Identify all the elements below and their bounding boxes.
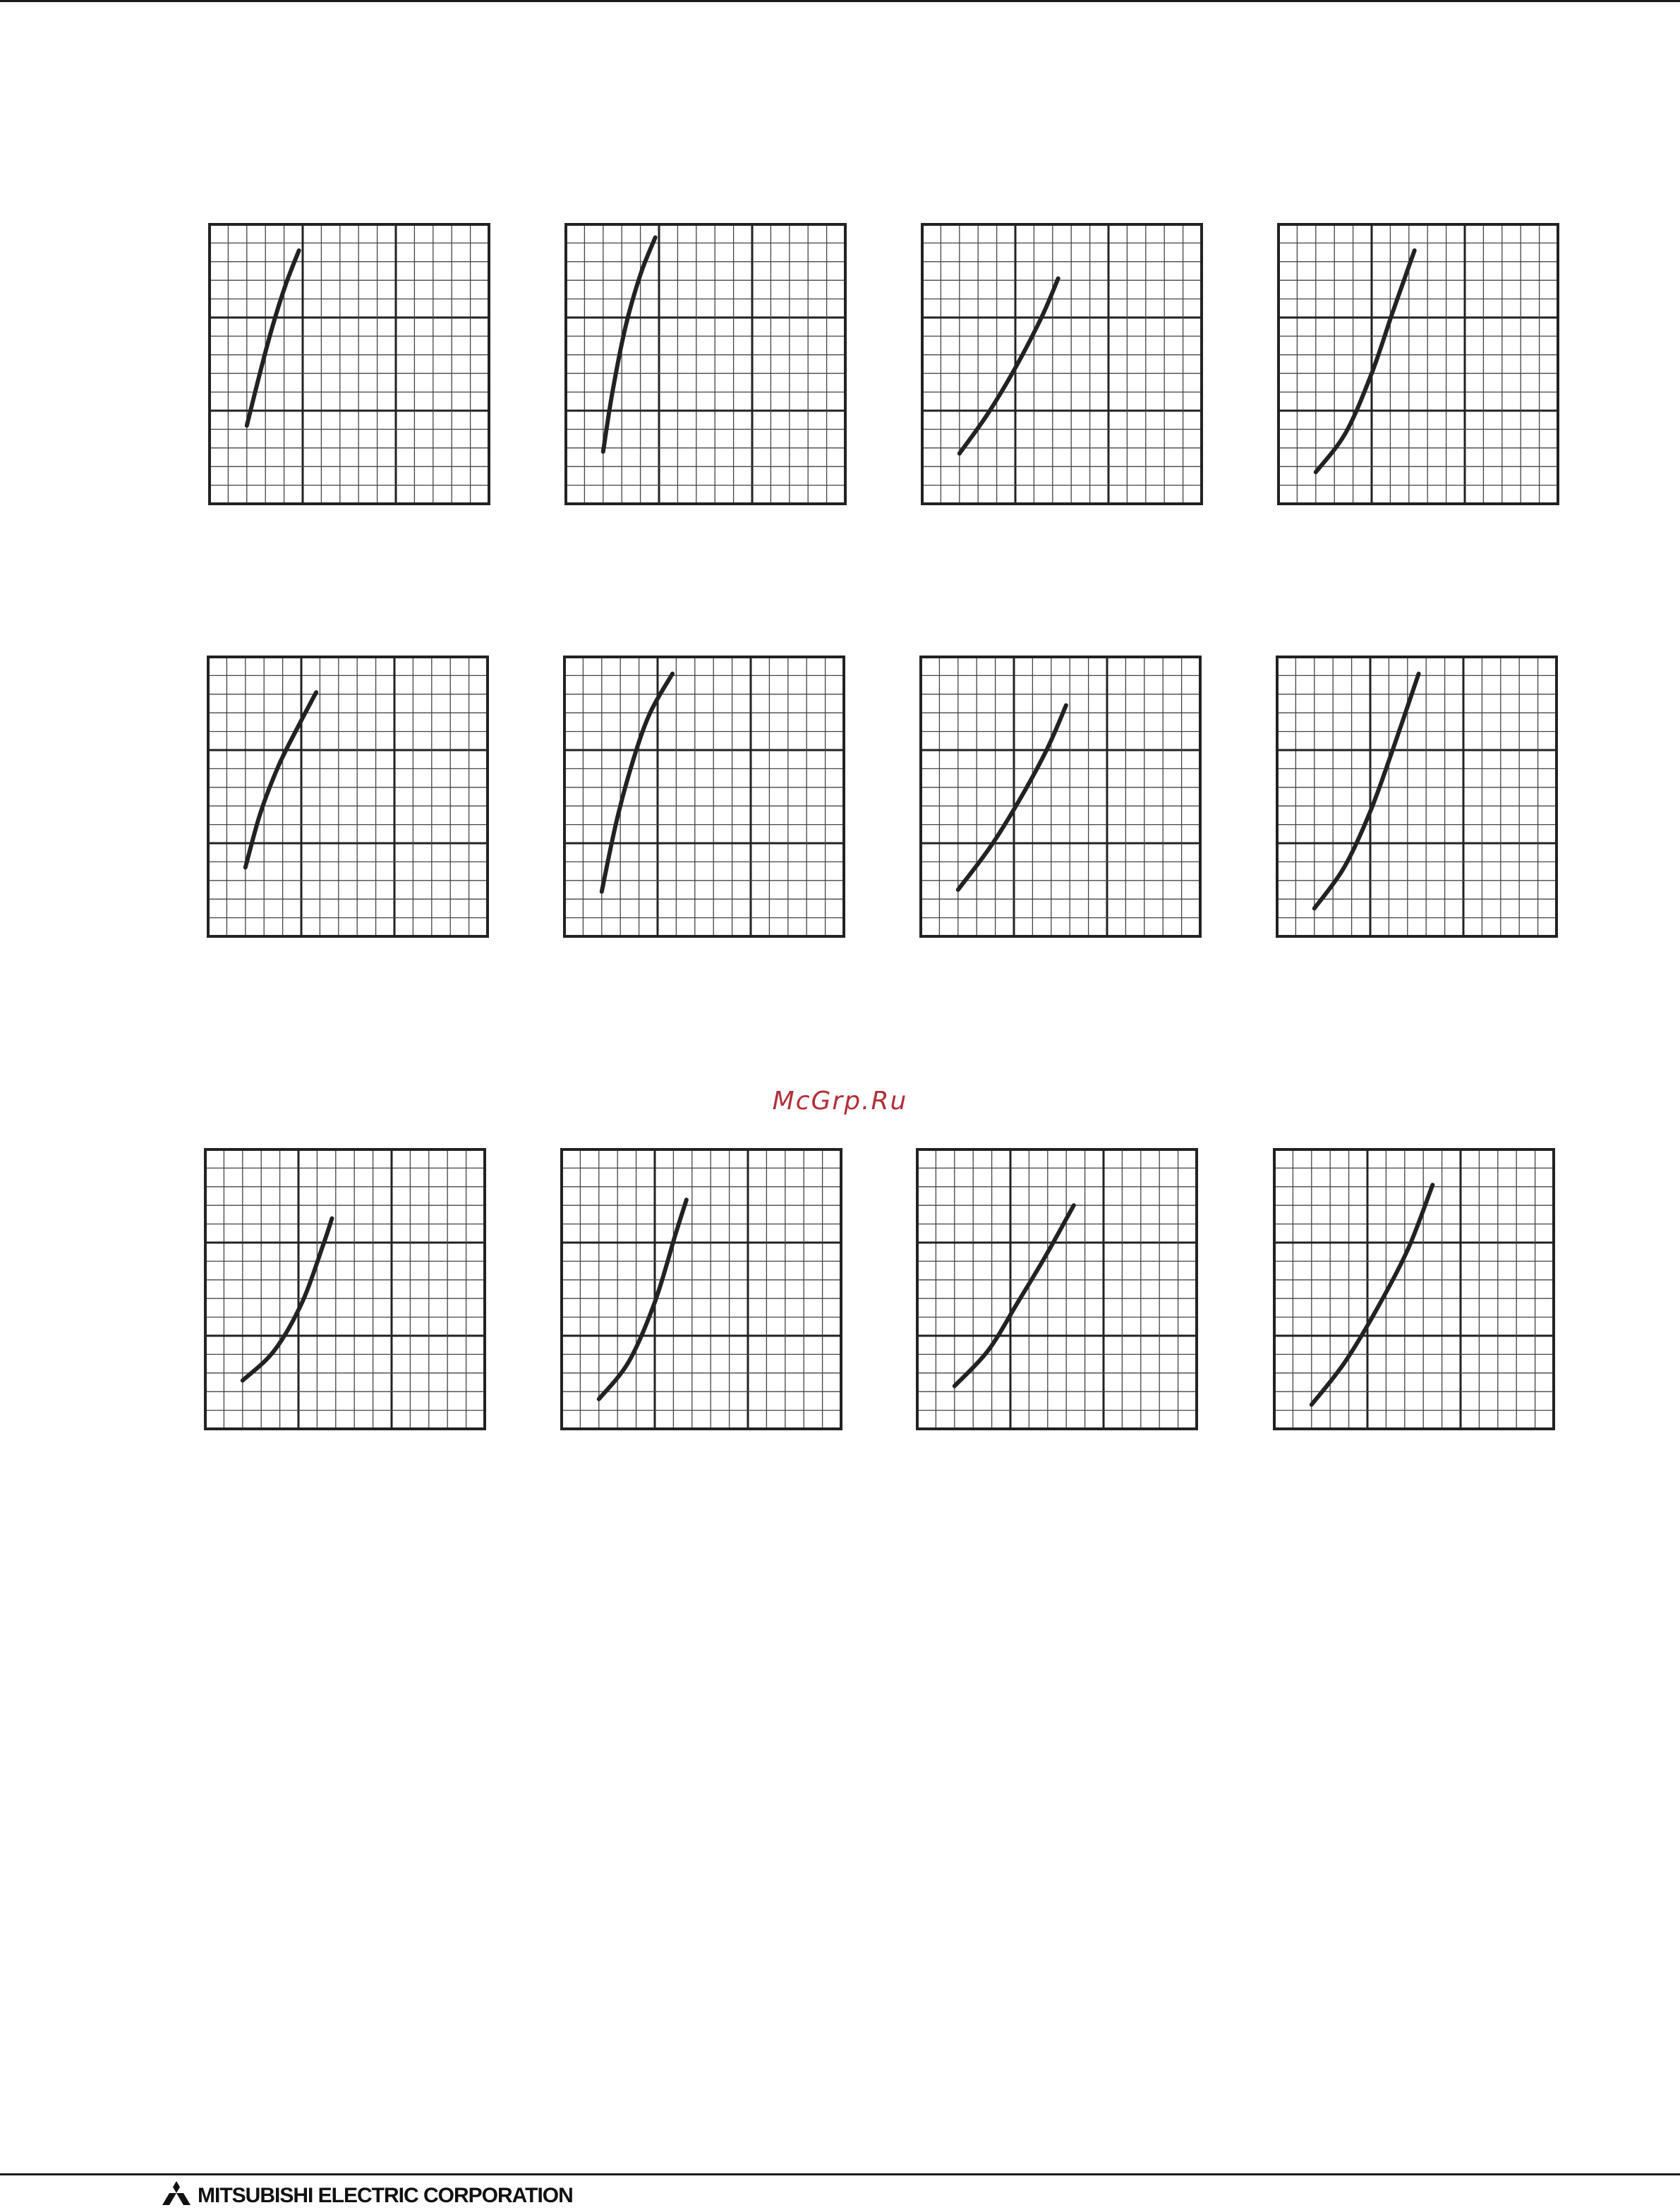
chart-11 [917,1149,1197,1429]
chart-12 [1274,1149,1554,1429]
top-rule [0,0,1680,2]
chart-6 [564,657,844,936]
chart-9 [205,1149,485,1429]
chart-8 [1277,657,1557,936]
plot-background [1279,224,1558,504]
chart-plot-area [564,657,844,936]
chart-plot-area [1279,224,1558,504]
chart-3 [922,224,1202,504]
plot-background [208,657,488,936]
plot-background [210,224,489,504]
watermark-text: McGrp.Ru [772,1087,908,1116]
chart-7 [921,657,1200,936]
plot-background [921,657,1200,936]
chart-2 [566,224,845,504]
plot-background [566,224,845,504]
chart-plot-area [566,224,845,504]
chart-4 [1279,224,1558,504]
mitsubishi-logo-icon [161,2180,192,2209]
chart-plot-area [921,657,1200,936]
chart-10 [562,1149,841,1429]
chart-5 [208,657,488,936]
chart-plot-area [208,657,488,936]
company-name: MITSUBISHI ELECTRIC CORPORATION [198,2184,573,2207]
chart-plot-area [1277,657,1557,936]
chart-1 [210,224,489,504]
plot-background [562,1149,841,1429]
chart-plot-area [205,1149,485,1429]
plot-background [922,224,1202,504]
bottom-rule [0,2173,1680,2175]
chart-plot-area [1274,1149,1554,1429]
plot-background [917,1149,1197,1429]
chart-plot-area [210,224,489,504]
plot-background [564,657,844,936]
plot-background [1274,1149,1554,1429]
plot-background [1277,657,1557,936]
plot-background [205,1149,485,1429]
chart-plot-area [922,224,1202,504]
chart-plot-area [917,1149,1197,1429]
chart-plot-area [562,1149,841,1429]
